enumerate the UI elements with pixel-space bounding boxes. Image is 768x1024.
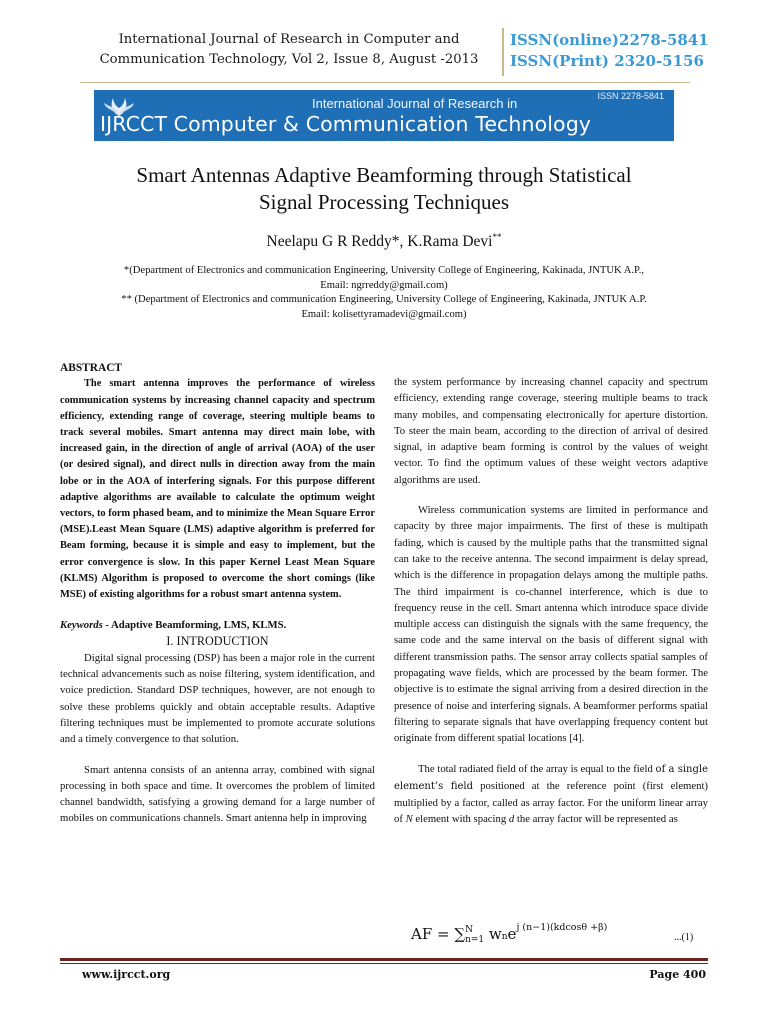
para3-d: d	[508, 813, 515, 826]
array-factor-equation	[411, 922, 607, 945]
eq-lhs: AF = ∑	[411, 925, 466, 943]
affiliation-2: ** (Department of Electronics and communication Engineering, University College of Engineering, Kakinada, JNTUK A.P.	[121, 294, 647, 305]
author-names: Neelapu G R Reddy*, K.Rama Devi	[266, 233, 493, 251]
eq-w: w	[484, 925, 502, 943]
para3-math-phrase: of a single element’s field	[394, 763, 708, 792]
keywords-text: - Adaptive Beamforming, LMS, KLMS.	[102, 619, 287, 632]
paper-title	[60, 162, 708, 216]
para3-text-b: positioned at the reference point (first element) multiplied by a factor, called as array factor. For the uniform linear array of	[394, 779, 708, 826]
title-line1: Smart Antennas Adaptive Beamforming through Statistical	[136, 163, 632, 187]
header-divider	[502, 28, 504, 76]
issn-print: ISSN(Print) 2320-5156	[510, 52, 704, 70]
authors	[60, 232, 708, 251]
page-number: Page 400	[649, 968, 706, 981]
intro-paragraph-2: Smart antenna consists of an antenna array, combined with signal processing in both space and time. It overcomes the problem of limited channel bandwidth, satisfying a growing demand for a large number of mobiles on communications channels. Smart antenna help in improving	[60, 763, 375, 825]
affiliation-1: *(Department of Electronics and communication Engineering, University College of Engineering, Kakinada, JNTUK A.P.,	[123, 265, 645, 276]
eq-w-sub: n	[501, 932, 508, 942]
email-2: Email: kolisettyramadevi@gmail.com)	[301, 308, 467, 320]
para3-text-c: element with spacing	[412, 813, 509, 826]
journal-name-line1: International Journal of Research in Computer and	[118, 32, 460, 47]
abstract-heading: ABSTRACT	[60, 362, 123, 374]
title-line2: Signal Processing Techniques	[258, 190, 510, 214]
issn-online: ISSN(online)2278-5841	[510, 31, 709, 49]
intro-paragraph-1: Digital signal processing (DSP) has been a major role in the current technical advancements such as noise filtering, system identification, and voice prediction. Standard DSP techniques, however, are not enough to solve these problems quickly and obtain acceptable results. Adaptive filtering techniques must be implemented to promote accurate solutions and a timely convergence to that solution.	[60, 651, 375, 746]
para3-n: N	[405, 813, 413, 826]
right-paragraph-3	[394, 761, 708, 828]
affiliations	[40, 264, 728, 322]
footer-website[interactable]: www.ijrcct.org	[82, 968, 171, 981]
author-mark: **	[492, 232, 502, 242]
footer-rule-thin	[60, 963, 708, 964]
email-1: Email: ngrreddy@gmail.com)	[320, 279, 448, 291]
keywords-label: Keywords	[60, 619, 103, 632]
right-column	[394, 374, 708, 828]
equation-number: ...(1)	[674, 932, 694, 943]
header-rule	[80, 82, 690, 83]
eq-upper: N	[465, 925, 473, 935]
para3-text-e: the array factor will be represented as	[514, 813, 678, 826]
right-paragraph-2: Wireless communication systems are limited in performance and capacity by three major impairments. The first of these is multipath fading, which is caused by the multiple paths that the transmitted signal can take to the receive antenna. The second impairment is delay spread, which is the difference in propagation delays among the multiple paths. The third impairment is co-channel interference, which is due to frequency reuse in the cell. Smart antenna which introduce space divide multiple access can distinguish the signals with the same frequency, the same code and the same interval on the basis of different signal with different transmission paths. The sensor array collects spatial samples of propagating wave fields, which are processed by the beam former. The objective is to estimate the signal arriving from a desired direction in the presence of noise and interfering signals. A beamformer performs spatial filtering to separate signals that have overlapping frequency content but originate from different spatial locations [4].	[394, 504, 708, 745]
right-paragraph-1: the system performance by increasing channel capacity and spectrum efficiency, extending range coverage, steering multiple beams to track many mobiles, and compensating electronically for aperture distortion. To steer the main beam, according to the direction of arrival of desired signal, in adaptive beam forming is control by the values of weight vector. To find the optimum values of these weight vectors adaptive algorithms are used.	[394, 376, 708, 486]
eq-exponent: j (n−1)(kdcosθ +β)	[516, 922, 608, 933]
banner-issn: ISSN 2278-5841	[597, 91, 664, 101]
keywords	[60, 617, 375, 633]
journal-header	[80, 30, 498, 70]
issn-block	[510, 30, 709, 72]
footer-rule	[60, 958, 708, 961]
para3-text-a: The total radiated field of the array is equal to the field	[418, 762, 656, 775]
eq-e: e	[507, 925, 517, 943]
banner-title: IJRCCT Computer & Communication Technology	[100, 112, 592, 136]
section-heading: I. INTRODUCTION	[166, 634, 269, 649]
eq-lower: n=1	[465, 935, 485, 945]
journal-banner	[94, 90, 674, 141]
left-column	[60, 360, 375, 827]
journal-name-line2: Communication Technology, Vol 2, Issue 8, August -2013	[99, 52, 479, 67]
abstract-text: The smart antenna improves the performance of wireless communication systems by increasing channel capacity and spectrum efficiency, extending range of coverage, steering multiple beams to track several mobiles. Smart antenna may direct main lobe, with increased gain, in the direction of angle of arrival (AOA) of the user (or desired signal), and direct nulls in direction away from the main lobe or in the AOA of interfering signals. For this purpose different adaptive algorithms are available to calculate the optimum weight vectors, to form phased beam, and to minimize the Mean Square Error (MSE).Least Mean Square (LMS) adaptive algorithm is preferred for Beam forming, because it is simple and easy to implement, but the error convergence is slow. In this paper Kernel Least Mean Square (KLMS) Algorithm is proposed to overcome the short comings (like MSE) of existing algorithms for a robust smart antenna system.	[60, 378, 375, 600]
banner-subtitle: International Journal of Research in	[312, 96, 518, 111]
